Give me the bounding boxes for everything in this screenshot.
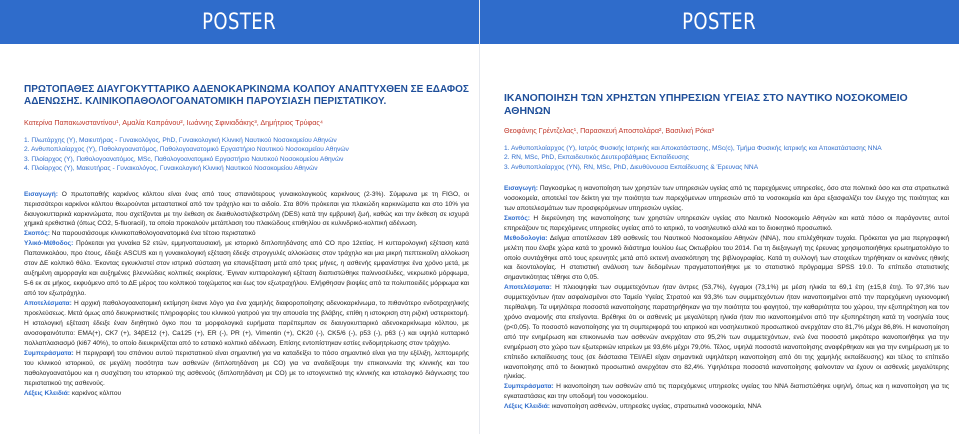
section-label: Αποτελέσματα: [504, 284, 552, 292]
section-keywords [24, 389, 469, 399]
section-methods [504, 234, 949, 284]
section-label: Υλικό-Μέθοδος: [24, 240, 74, 248]
section-aim [24, 229, 469, 239]
affiliation-2: 2. RN, MSc, PhD, Εκπαιδευτικός Δευτεροβάθμιας Εκπαίδευσης [504, 154, 689, 162]
section-results [504, 283, 949, 382]
banner-title: POSTER [682, 9, 757, 35]
abstract-body [24, 190, 469, 399]
authors: Θεοφάνης Γρέντζελας¹, Παρασκευή Αποστολάρα², Βασιλική Ρόκα³ [504, 126, 715, 135]
section-text: Παγκοσμίως η ικανοποίηση των χρηστών των υπηρεσιών υγείας από τις παρεχόμενες υπηρεσίες, όσο στα πολιτικά όσο και στα στρατιωτικά νοσοκομεία, αποτελεί τον δείκτη για την ποιότητα των παρεχόμενων υπηρεσιών από τα νοσοκομεία και άρα εξασφαλίζει τον έλεγχο της ποιότητας και των αποτελεσμάτων των προσφερόμενων υπηρεσιών υγείας. [504, 185, 949, 213]
section-text: Η περιγραφή του σπάνιου αυτού περιστατικού είναι σημαντική για να καταδείξει το πόσο σημαντικό είναι για την εξέλιξη, λεπτομερής του κλινικού ιστορικού, σε μεγάλη ποσότητα των ασθενών (διπλοπηδάνση με CO) για να αναδείξουμε την επικοινωνία της κλινικής και του παθολογοανατόμου και η συσχέτιση του ιστορικού της ασθενούς (διπλοπηδάνση με CO) με το ιστογενετικό της κλινικής και ιστολογικό διάγνωσης του περιστατικού της ασθενούς. [24, 349, 469, 387]
affiliations [24, 136, 469, 174]
affiliation-4: 4. Πλοίαρχος (Υ), Μαιευτήρας - Γυναικολόγος, Γυναικολογική Κλινική Ναυτικού Νοσοκομείου Αθηνών [24, 165, 318, 173]
abstract-title: ΠΡΩΤΟΠΑΘΕΣ ΔΙΑΥΓΟΚΥΤΤΑΡΙΚΟ ΑΔΕΝΟΚΑΡΚΙΝΩΜΑ ΚΟΛΠΟΥ ΑΝΑΠΤΥΧΘΕΝ ΣΕ ΕΔΑΦΟΣ ΑΔΕΝΩΣΗΣ. ΚΛΙΝΙΚΟΠΑΘΟΛΟΓΟΑΝΑΤΟΜΙΚΗ ΠΑΡΟΥΣΙΑΣΗ ΠΕΡΙΣΤΑΤΙΚΟΥ. [24, 84, 469, 107]
section-label: Αποτελέσματα: [24, 300, 72, 308]
abstract-title: ΙΚΑΝΟΠΟΙΗΣΗ ΤΩΝ ΧΡΗΣΤΩΝ ΥΠΗΡΕΣΙΩΝ ΥΓΕΙΑΣ ΣΤΟ ΝΑΥΤΙΚΟ ΝΟΣΟΚΟΜΕΙΟ ΑΘΗΝΩΝ [504, 92, 908, 117]
section-keywords [504, 402, 949, 412]
section-label: Σκοπός: [24, 230, 50, 238]
banner-title: POSTER [202, 9, 277, 35]
section-text: Η ικανοποίηση των ασθενών από τις παρεχόμενες υπηρεσίες υγείας του ΝΝΑ διαπιστώθηκε υψηλή, όπως και η ικανοποίηση για τις εγκαταστάσεις και την υποδομή του νοσοκομείου. [504, 383, 949, 401]
section-label: Μεθοδολογία: [504, 234, 548, 242]
section-label: Λέξεις Κλειδιά: [504, 403, 551, 411]
section-text: Η διερεύνηση της ικανοποίησης των χρηστών υπηρεσιών υγείας στο Ναυτικό Νοσοκομείο Αθηνών και κατά πόσο οι παράγοντες αυτοί επηρεάζουν τις παρεχόμενες υπηρεσίες υγείας από το ιατρικό, το νοσηλευτικό αλλά και το διοικητικό προσωπικό. [504, 214, 949, 232]
affiliation-1: 1. Ανθυποπλοίαρχος (Υ), Ιατρός Φυσικής Ιατρικής και Αποκατάστασης, MSc(c), Τμήμα Φυσικής Ιατρικής και Αποκατάστασης ΝΝΑ [504, 145, 882, 152]
section-text: Να παρουσιάσουμε κλινικοπαθολογοανατομικά ένα τέτοιο περιστατικό [49, 230, 256, 238]
section-text: Ο πρωτοπαθής καρκίνος κόλπου είναι ένας από τους σπανιότερους γυναικολογικούς καρκίνους (2-3%). Σύμφωνα με τη FIGO, οι περισσότεροι καρκίνοι κόλπου θεωρούνται μεταστατικοί από τον τράχηλο και το αιδοίο. Στα 80% πρόκειται για πλακώδη καρκινώματα και στο 10% για διαυγοκυτταρικά καρκινώματα, που σχετίζονται με την έκθεση σε διαιθυλοστιλβεστρόλη (DES) κατά την εμβρυική ζωή, καθώς και την έκθεση σε ισχυρά χημικά ερεθιστικά (όπως CO2, 5-fluoracil), τα οποία προκαλούν μετάπλαση του πλακώδους επιθηλίου σε κυλινδρικό-κολπική αδένωση. [24, 190, 469, 228]
poster-right [480, 0, 959, 434]
abstract-content [504, 92, 949, 412]
section-label: Σκοπός: [504, 214, 530, 222]
section-text: Η πλειοψηφία των συμμετεχόντων ήταν άντρες (53,7%), έγγαμοι (73,1%) με μέση ηλικία τα 69,1 έτη (±15,8 έτη). Το 97,3% των συμμετεχόντων ήταν ασφαλισμένοι στο Ταμείο Υγείας Στρατού και 93,3% των συμμετεχόντων ήταν ικανοποιημένοι από την παρεχόμενη υγειονομική περίθαλψη. Τα υψηλότερα ποσοστά ικανοποίησης παρατηρήθηκαν για την ποιότητα του φαγητού, την καθαριότητα του χώρου, την εξυπηρέτηση και τον χρόνο αναμονής στα επείγοντα. Βρέθηκε ότι οι ασθενείς με μεγαλύτερη ηλικία ήταν πιο ικανοποιημένοι από την εξυπηρέτηση κατά τη νοσηλεία τους (p<0,05). Το ποσοστό ικανοποίησης για τη συμπεριφορά του ιατρικού και νοσηλευτικού προσωπικού ανερχόταν στο 81,7% μέχρι 86,8%. Η ικανοποίηση από την ενημέρωση και επικοινωνία των ασθενών ανερχόταν στο 95,2% των συμμετεχόντων, ενώ ένα ποσοστό μικρότερο ικανοποιήθηκε για την ενημέρωση στο χώρο των εξωτερικών ιατρείων με 93,6% μέχρι 79,0%. Τέλος, υψηλά ποσοστά ικανοποίησης αναφέρθηκαν και για την ενημέρωση με το επίπεδο εκπαίδευσης τους (σε διάστασια ΤΕΙ/ΑΕΙ είχαν σημαντικά υψηλότερη ικανοποίηση από ότι της χαμηλής εκπαίδευσης) και τέλος το επίπεδο ικανοποίησης από το διοικητικό προσωπικό ανερχόταν στο 82,4%. Υψηλότερα ποσοστά ικανοποίησης φαίνονταν να έχουν οι ασθενείς μεγαλύτερης ηλικίας. [504, 284, 949, 381]
abstract-content [24, 84, 469, 399]
affiliations [504, 144, 949, 172]
affiliation-3: 3. Πλοίαρχος (Υ), Παθολογοανατόμος, MSc, Παθολογοανατομικό Εργαστήριο Ναυτικού Νοσοκομείου Αθηνών [24, 155, 344, 163]
section-label: Εισαγωγή: [24, 190, 58, 198]
poster-banner [0, 0, 479, 44]
section-introduction [504, 184, 949, 214]
poster-banner [480, 0, 959, 44]
section-introduction [24, 190, 469, 230]
poster-left [0, 0, 479, 434]
section-conclusions [24, 349, 469, 389]
affiliation-3: 3. Ανθυποπλοίαρχος (ΥΝ), RN, MSc, PhD, Διευθύνουσα Εκπαίδευσης & Έρευνας ΝΝΑ [504, 163, 759, 171]
section-text: ικανοποίηση ασθενών, υπηρεσίες υγείας, στρατιωτικά νοσοκομεία, ΝΝΑ [550, 403, 762, 411]
section-label: Συμπεράσματα: [24, 349, 74, 357]
abstract-body [504, 184, 949, 412]
section-label: Συμπεράσματα: [504, 383, 554, 391]
section-methods [24, 239, 469, 299]
authors: Κατερίνα Παπακωνσταντίνου¹, Αμαλία Καπράνου², Ιωάννης Σφινιαδάκης³, Δημήτριος Τρύφας⁴ [24, 118, 323, 127]
section-results [24, 299, 469, 349]
section-text: Πρόκειται για γυναίκα 52 ετών, εμμηνοπαυσιακή, με ιστορικό διπλοπηδάνσης από CO προ 12ετίας. Η κυτταρολογική εξέταση κατά Παπανικολάου, προ έτους, έδειξε ASCUS και η γυναικολογική εξέταση έδειξε στρογγυλές αλλοιώσεις στον τράχηλο και μια μικρή πεπτεικοίλη αλλοίωση στον ΔΕ κολπικό θόλο. Έκοντας εγκυκλιστεί στον ιστρικό σύσταση για επανεξέταση μετά από τρεις μήνες, η ασθενής εμφανίστηκε ένα χρόνο μετά, με αυξημένη αιμορραγία και αυξημένες βλεννώδεις κολπικές εκκρίσεις. Έγιναν κυτταρολογική εξέταση διαπιστώθηκε παλινοσέλιδες, νεκρωτικό μόρφωμα, 5-6 εκ σε μήκος, εκφυόμενο από το ΔΕ μέρος του κολπικού τοιχώματος και έως τον εξωτραχήλου. Ελήφθησαν βιοψίες από τα πολυποειδές μόρφωμα και από τον εξωτράχηλο. [24, 240, 469, 298]
section-text: Η αρχική παθολογοανατομική εκτίμηση έκανε λόγο για ένα χαμηλής διαφοροποίησης αδενοκαρκίνωμα, το πιθανότερο ενδοτραχηλικής προελεύσεως. Μετά όμως από διευκρινιστικές πληροφορίες του κλινικού γιατρού για την απουσία της βλάβης, επίθη η ιστοκριση στη ριζική υστερεκτομή. Η ιστολογική εξέταση έδειξε έναν διηθητικό όγκο που τα μορφολογικά ευρήματα παρέπεμπαν σε διαυγοκυτταρικό αδενοκαρκίνωμα κόλπου, με ανοσοφαινότυπο: EMA(+), CK7 (+), 34βE12 (+), Ca125 (+), ER (-), PR (+), Vimentin (+), CK20 (-), CK5/6 (-), p53 (-), p63 (-) και υψηλό κυτταρικό πολλαπλασιασμό (ki67 40%), το οποίο διευκρινίζεται από το εστιακό κολπικό αδένωση. Επίσης εντοπίστηκαν εστίες ενδομητρίωσης στον τράχηλο. [24, 300, 469, 347]
section-label: Εισαγωγή: [504, 185, 538, 193]
affiliation-1: 1. Πλωτάρχης (Υ), Μαιευτήρας - Γυναικολόγος, PhD, Γυναικολογική Κλινική Ναυτικού Νοσοκομείου Αθηνών [24, 137, 337, 144]
section-aim [504, 214, 949, 234]
section-conclusions [504, 382, 949, 402]
section-label: Λέξεις Κλειδιά: [24, 389, 71, 397]
affiliation-2: 2. Ανθυποπλοίαρχος (Υ), Παθολογοανατόμος, Παθολογοανατομικό Εργαστήριο Ναυτικού Νοσοκομείου Αθηνών [24, 146, 349, 154]
section-text: Δείγμα αποτέλεσαν 189 ασθενείς του Ναυτικού Νοσοκομείου Αθηνών (ΝΝΑ), που επιλέχθηκαν τυχαία. Πρόκειται για μια περιγραφική μελέτη που έλαβε χώρα κατά το χρονικό διάστημα Ιουλίου έως Οκτωβρίου του 2014. Για τη διεξαγωγή της έρευνας χρησιμοποιήθηκε ερωτηματολόγιο το οποίο συντάχθηκε από τους ερευνητές μετά από εκτενή ανασκόπηση της βιβλιογραφίας. Κατά τη συλλογή των στοιχείων τηρήθηκαν οι κανόνες ηθικής και δεοντολογίας. Η στατιστική ανάλυση των δεδομένων πραγματοποιήθηκε με το στατιστικό πρόγραμμα SPSS 19.0. Το επίπεδο στατιστικής σημαντικότητας τέθηκε στο 0,05. [504, 234, 949, 282]
section-text: καρκίνος κόλπου [70, 389, 122, 397]
